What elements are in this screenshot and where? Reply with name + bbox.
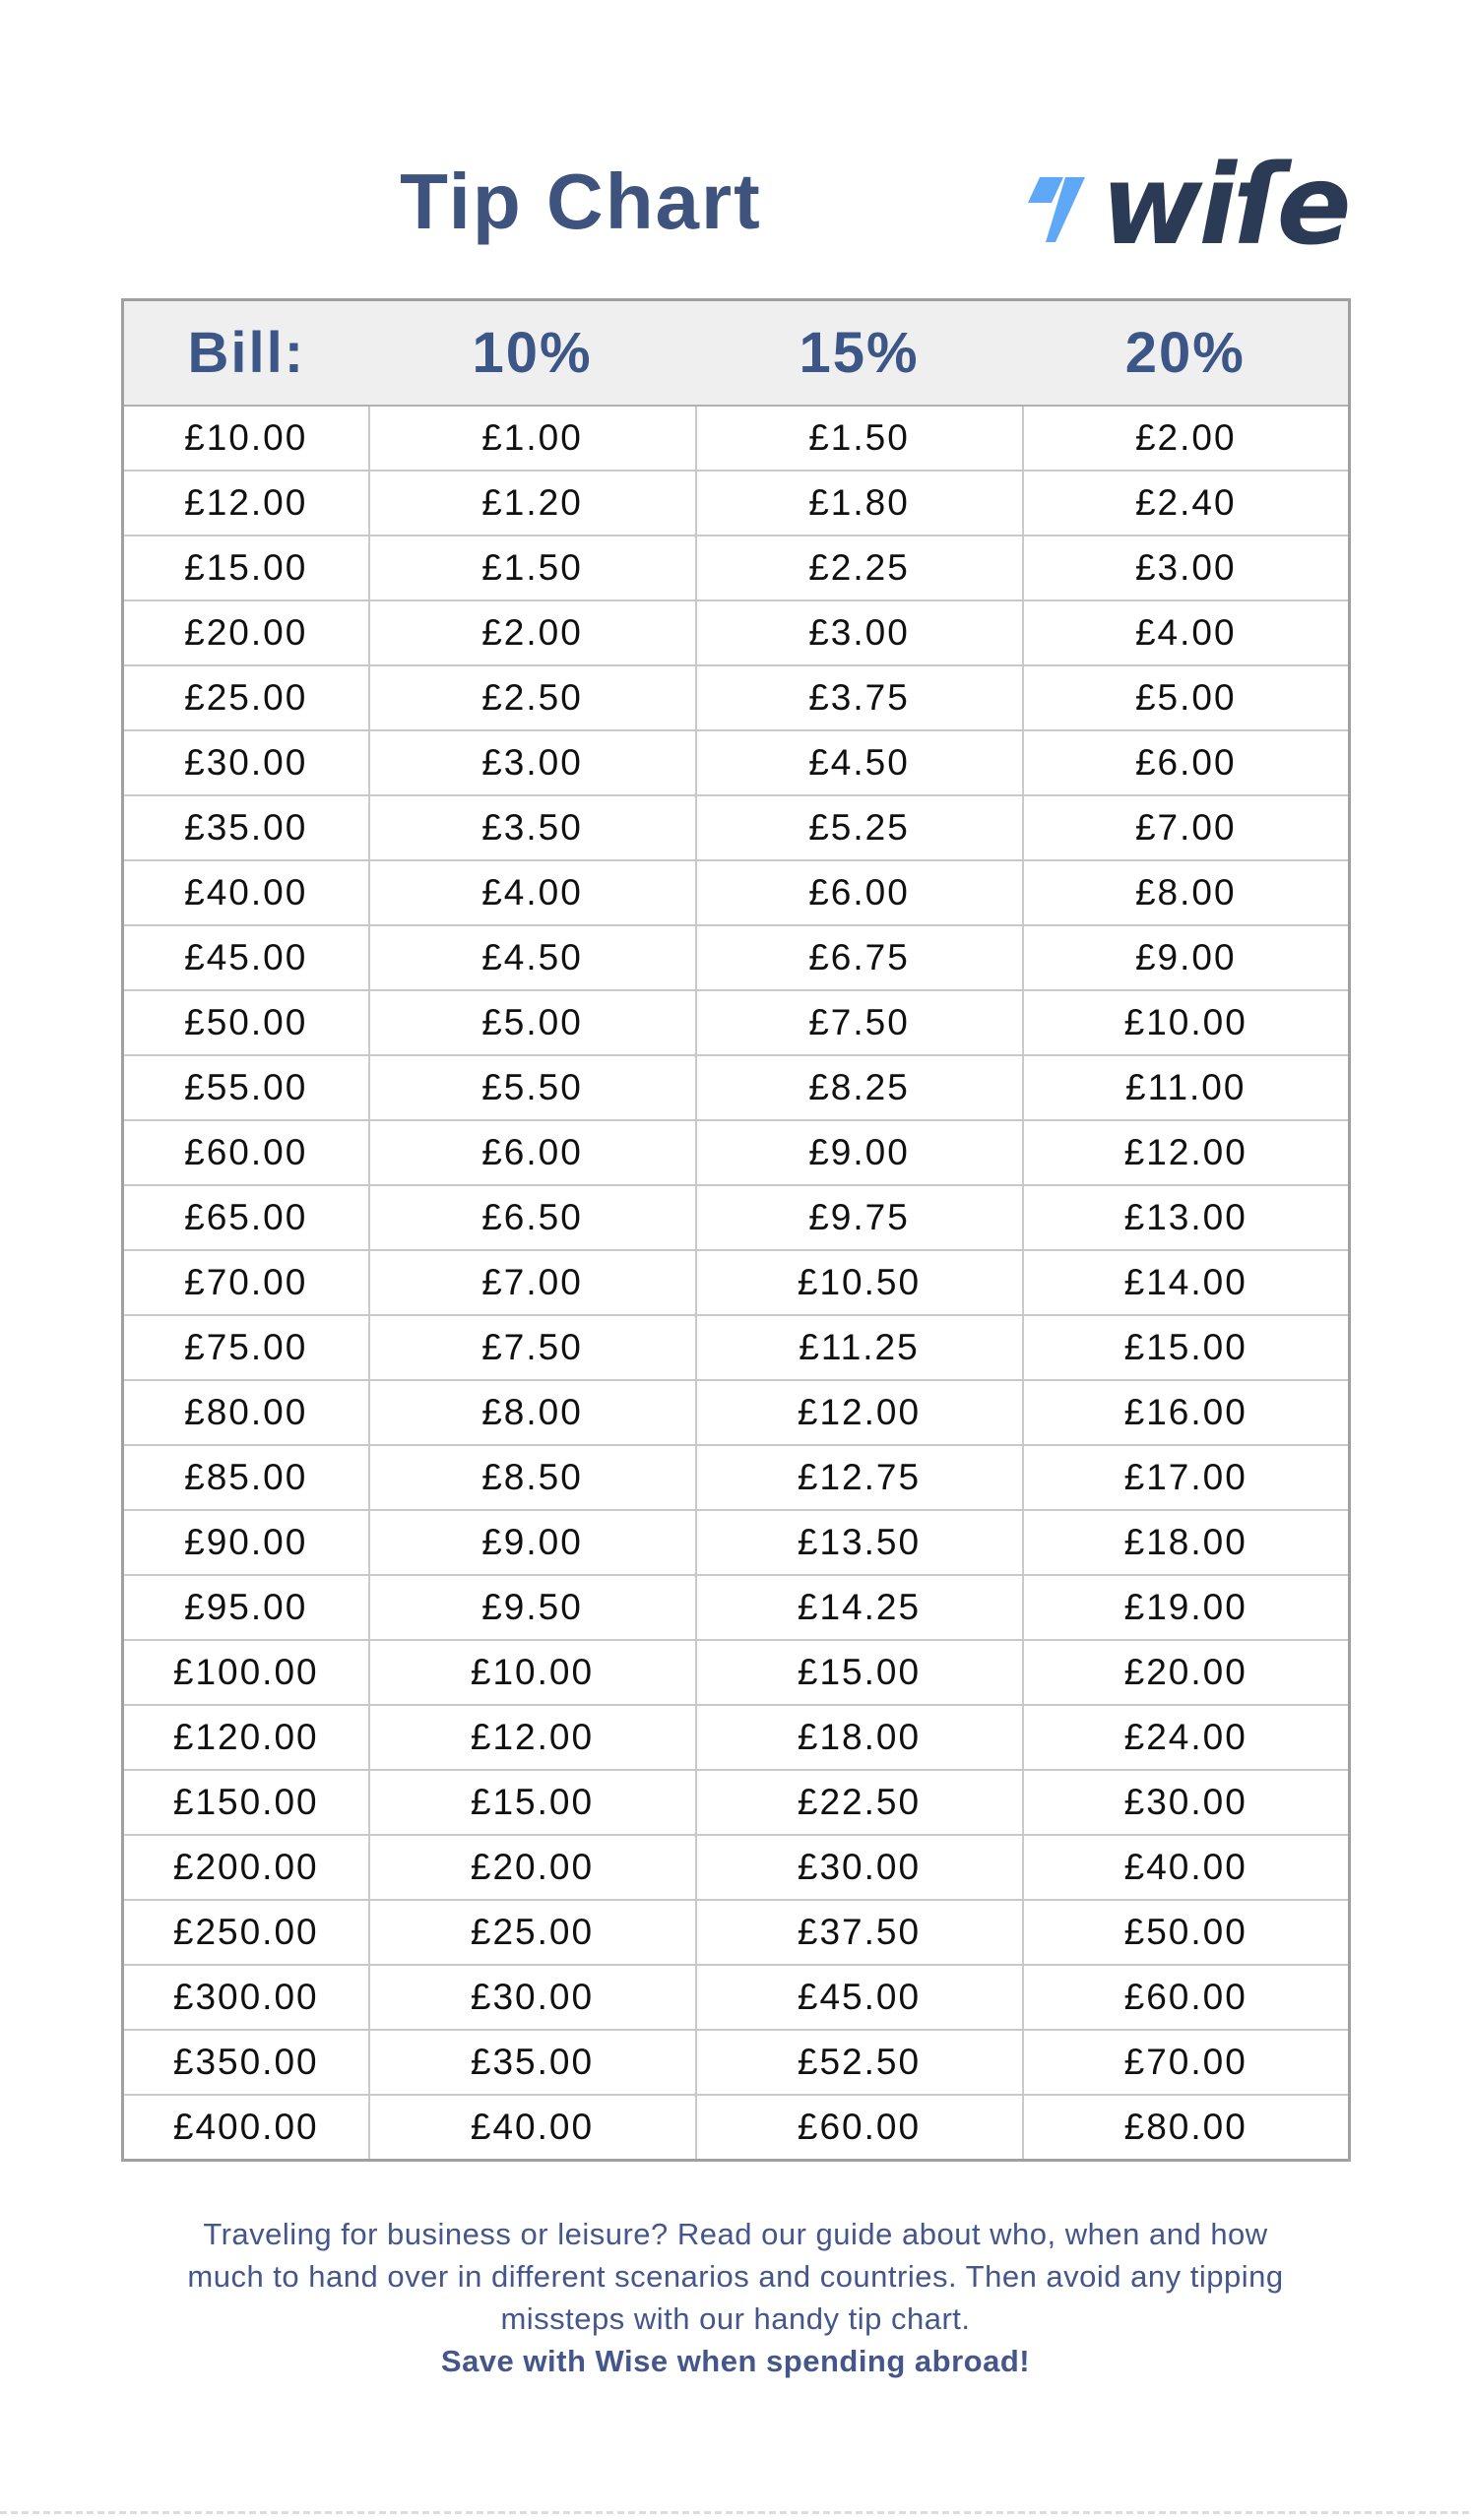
header-cell-bill: Bill:	[123, 300, 369, 407]
footer-cta: Save with Wise when spending abroad!	[440, 2344, 1031, 2378]
table-cell: £1.80	[696, 471, 1023, 536]
table-cell: £4.50	[369, 925, 696, 990]
table-cell: £30.00	[1023, 1770, 1350, 1835]
table-cell: £120.00	[123, 1705, 369, 1770]
table-cell: £9.50	[369, 1575, 696, 1640]
table-cell: £90.00	[123, 1510, 369, 1575]
wise-wordmark: wiſe	[1101, 142, 1348, 270]
table-cell: £9.00	[1023, 925, 1350, 990]
table-cell: £15.00	[369, 1770, 696, 1835]
table-row	[123, 1380, 1350, 1445]
table-cell: £9.00	[369, 1510, 696, 1575]
table-cell: £52.50	[696, 2030, 1023, 2095]
table-cell: £45.00	[123, 925, 369, 990]
table-cell: £50.00	[1023, 1900, 1350, 1965]
table-row	[123, 1575, 1350, 1640]
table-cell: £40.00	[1023, 1835, 1350, 1900]
table-cell: £8.25	[696, 1055, 1023, 1120]
table-cell: £25.00	[369, 1900, 696, 1965]
table-cell: £37.50	[696, 1900, 1023, 1965]
table-cell: £60.00	[1023, 1965, 1350, 2030]
table-cell: £6.00	[1023, 730, 1350, 795]
table-cell: £9.75	[696, 1185, 1023, 1250]
table-cell: £12.00	[1023, 1120, 1350, 1185]
table-cell: £11.00	[1023, 1055, 1350, 1120]
table-cell: £4.00	[369, 860, 696, 925]
table-cell: £350.00	[123, 2030, 369, 2095]
table-cell: £8.00	[369, 1380, 696, 1445]
table-cell: £2.25	[696, 536, 1023, 600]
table-cell: £16.00	[1023, 1380, 1350, 1445]
table-cell: £5.00	[369, 990, 696, 1055]
table-cell: £30.00	[369, 1965, 696, 2030]
table-row	[123, 536, 1350, 600]
table-cell: £30.00	[696, 1835, 1023, 1900]
table-row	[123, 600, 1350, 665]
wise-flag-icon	[1028, 175, 1089, 242]
table-cell: £200.00	[123, 1835, 369, 1900]
table-cell: £12.75	[696, 1445, 1023, 1510]
table-cell: £15.00	[123, 536, 369, 600]
table-cell: £15.00	[1023, 1315, 1350, 1380]
table-row	[123, 1640, 1350, 1705]
table-cell: £20.00	[123, 600, 369, 665]
table-cell: £45.00	[696, 1965, 1023, 2030]
table-cell: £10.00	[1023, 990, 1350, 1055]
table-cell: £12.00	[696, 1380, 1023, 1445]
table-cell: £35.00	[369, 2030, 696, 2095]
table-cell: £70.00	[123, 1250, 369, 1315]
header-cell-20pct: 20%	[1023, 300, 1350, 407]
table-cell: £80.00	[1023, 2095, 1350, 2161]
table-row	[123, 1445, 1350, 1510]
tip-table	[121, 298, 1351, 2162]
footer-line: Traveling for business or leisure? Read our guide about who, when and how	[203, 2217, 1268, 2251]
table-cell: £85.00	[123, 1445, 369, 1510]
table-cell: £40.00	[369, 2095, 696, 2161]
table-cell: £3.75	[696, 665, 1023, 730]
table-cell: £40.00	[123, 860, 369, 925]
table-cell: £14.25	[696, 1575, 1023, 1640]
table-cell: £15.00	[696, 1640, 1023, 1705]
table-cell: £2.50	[369, 665, 696, 730]
table-cell: £18.00	[696, 1705, 1023, 1770]
table-cell: £2.00	[369, 600, 696, 665]
footer-line: missteps with our handy tip chart.	[500, 2301, 971, 2336]
table-cell: £400.00	[123, 2095, 369, 2161]
table-row	[123, 406, 1350, 471]
table-cell: £3.00	[1023, 536, 1350, 600]
table-row	[123, 730, 1350, 795]
table-cell: £9.00	[696, 1120, 1023, 1185]
table-cell: £24.00	[1023, 1705, 1350, 1770]
table-cell: £1.00	[369, 406, 696, 471]
table-cell: £25.00	[123, 665, 369, 730]
table-cell: £3.00	[369, 730, 696, 795]
table-cell: £1.50	[696, 406, 1023, 471]
table-row	[123, 1770, 1350, 1835]
table-cell: £100.00	[123, 1640, 369, 1705]
table-cell: £8.00	[1023, 860, 1350, 925]
table-cell: £50.00	[123, 990, 369, 1055]
table-row	[123, 1835, 1350, 1900]
footer-line: much to hand over in different scenarios and countries. Then avoid any tipping	[187, 2259, 1284, 2294]
header-cell-10pct: 10%	[369, 300, 696, 407]
table-cell: £13.50	[696, 1510, 1023, 1575]
table-cell: £60.00	[123, 1120, 369, 1185]
table-cell: £11.25	[696, 1315, 1023, 1380]
table-cell: £80.00	[123, 1380, 369, 1445]
table-cell: £8.50	[369, 1445, 696, 1510]
table-cell: £5.50	[369, 1055, 696, 1120]
table-row	[123, 860, 1350, 925]
table-cell: £10.50	[696, 1250, 1023, 1315]
table-cell: £7.50	[696, 990, 1023, 1055]
table-cell: £1.50	[369, 536, 696, 600]
footer-paragraph	[0, 2213, 1471, 2382]
table-cell: £5.25	[696, 795, 1023, 860]
table-cell: £250.00	[123, 1900, 369, 1965]
table-cell: £95.00	[123, 1575, 369, 1640]
table-row	[123, 1965, 1350, 2030]
table-row	[123, 1250, 1350, 1315]
table-cell: £1.20	[369, 471, 696, 536]
table-cell: £4.00	[1023, 600, 1350, 665]
table-header-row	[123, 300, 1350, 407]
table-cell: £6.00	[696, 860, 1023, 925]
table-cell: £20.00	[1023, 1640, 1350, 1705]
table-cell: £2.40	[1023, 471, 1350, 536]
table-row	[123, 1705, 1350, 1770]
table-row	[123, 1510, 1350, 1575]
table-row	[123, 471, 1350, 536]
table-cell: £12.00	[369, 1705, 696, 1770]
table-cell: £7.00	[369, 1250, 696, 1315]
table-row	[123, 2030, 1350, 2095]
table-row	[123, 1120, 1350, 1185]
table-row	[123, 1900, 1350, 1965]
table-cell: £6.50	[369, 1185, 696, 1250]
table-cell: £60.00	[696, 2095, 1023, 2161]
tip-table-body	[123, 406, 1350, 2161]
table-row	[123, 1315, 1350, 1380]
table-cell: £7.00	[1023, 795, 1350, 860]
table-cell: £55.00	[123, 1055, 369, 1120]
table-row	[123, 795, 1350, 860]
bottom-divider	[0, 2511, 1471, 2514]
table-cell: £14.00	[1023, 1250, 1350, 1315]
table-cell: £150.00	[123, 1770, 369, 1835]
table-row	[123, 1055, 1350, 1120]
wise-logo	[1028, 142, 1348, 270]
table-cell: £6.75	[696, 925, 1023, 990]
table-cell: £300.00	[123, 1965, 369, 2030]
table-cell: £35.00	[123, 795, 369, 860]
table-cell: £10.00	[369, 1640, 696, 1705]
table-cell: £30.00	[123, 730, 369, 795]
table-cell: £17.00	[1023, 1445, 1350, 1510]
table-row	[123, 2095, 1350, 2161]
table-cell: £5.00	[1023, 665, 1350, 730]
page-title: Tip Chart	[400, 158, 762, 245]
table-cell: £6.00	[369, 1120, 696, 1185]
table-cell: £12.00	[123, 471, 369, 536]
table-row	[123, 665, 1350, 730]
table-cell: £75.00	[123, 1315, 369, 1380]
table-cell: £70.00	[1023, 2030, 1350, 2095]
header-cell-15pct: 15%	[696, 300, 1023, 407]
table-cell: £3.50	[369, 795, 696, 860]
table-cell: £18.00	[1023, 1510, 1350, 1575]
table-row	[123, 990, 1350, 1055]
table-cell: £3.00	[696, 600, 1023, 665]
table-cell: £4.50	[696, 730, 1023, 795]
table-cell: £65.00	[123, 1185, 369, 1250]
table-cell: £13.00	[1023, 1185, 1350, 1250]
table-cell: £20.00	[369, 1835, 696, 1900]
table-cell: £19.00	[1023, 1575, 1350, 1640]
table-cell: £7.50	[369, 1315, 696, 1380]
table-cell: £2.00	[1023, 406, 1350, 471]
table-cell: £22.50	[696, 1770, 1023, 1835]
table-row	[123, 925, 1350, 990]
table-row	[123, 1185, 1350, 1250]
table-cell: £10.00	[123, 406, 369, 471]
